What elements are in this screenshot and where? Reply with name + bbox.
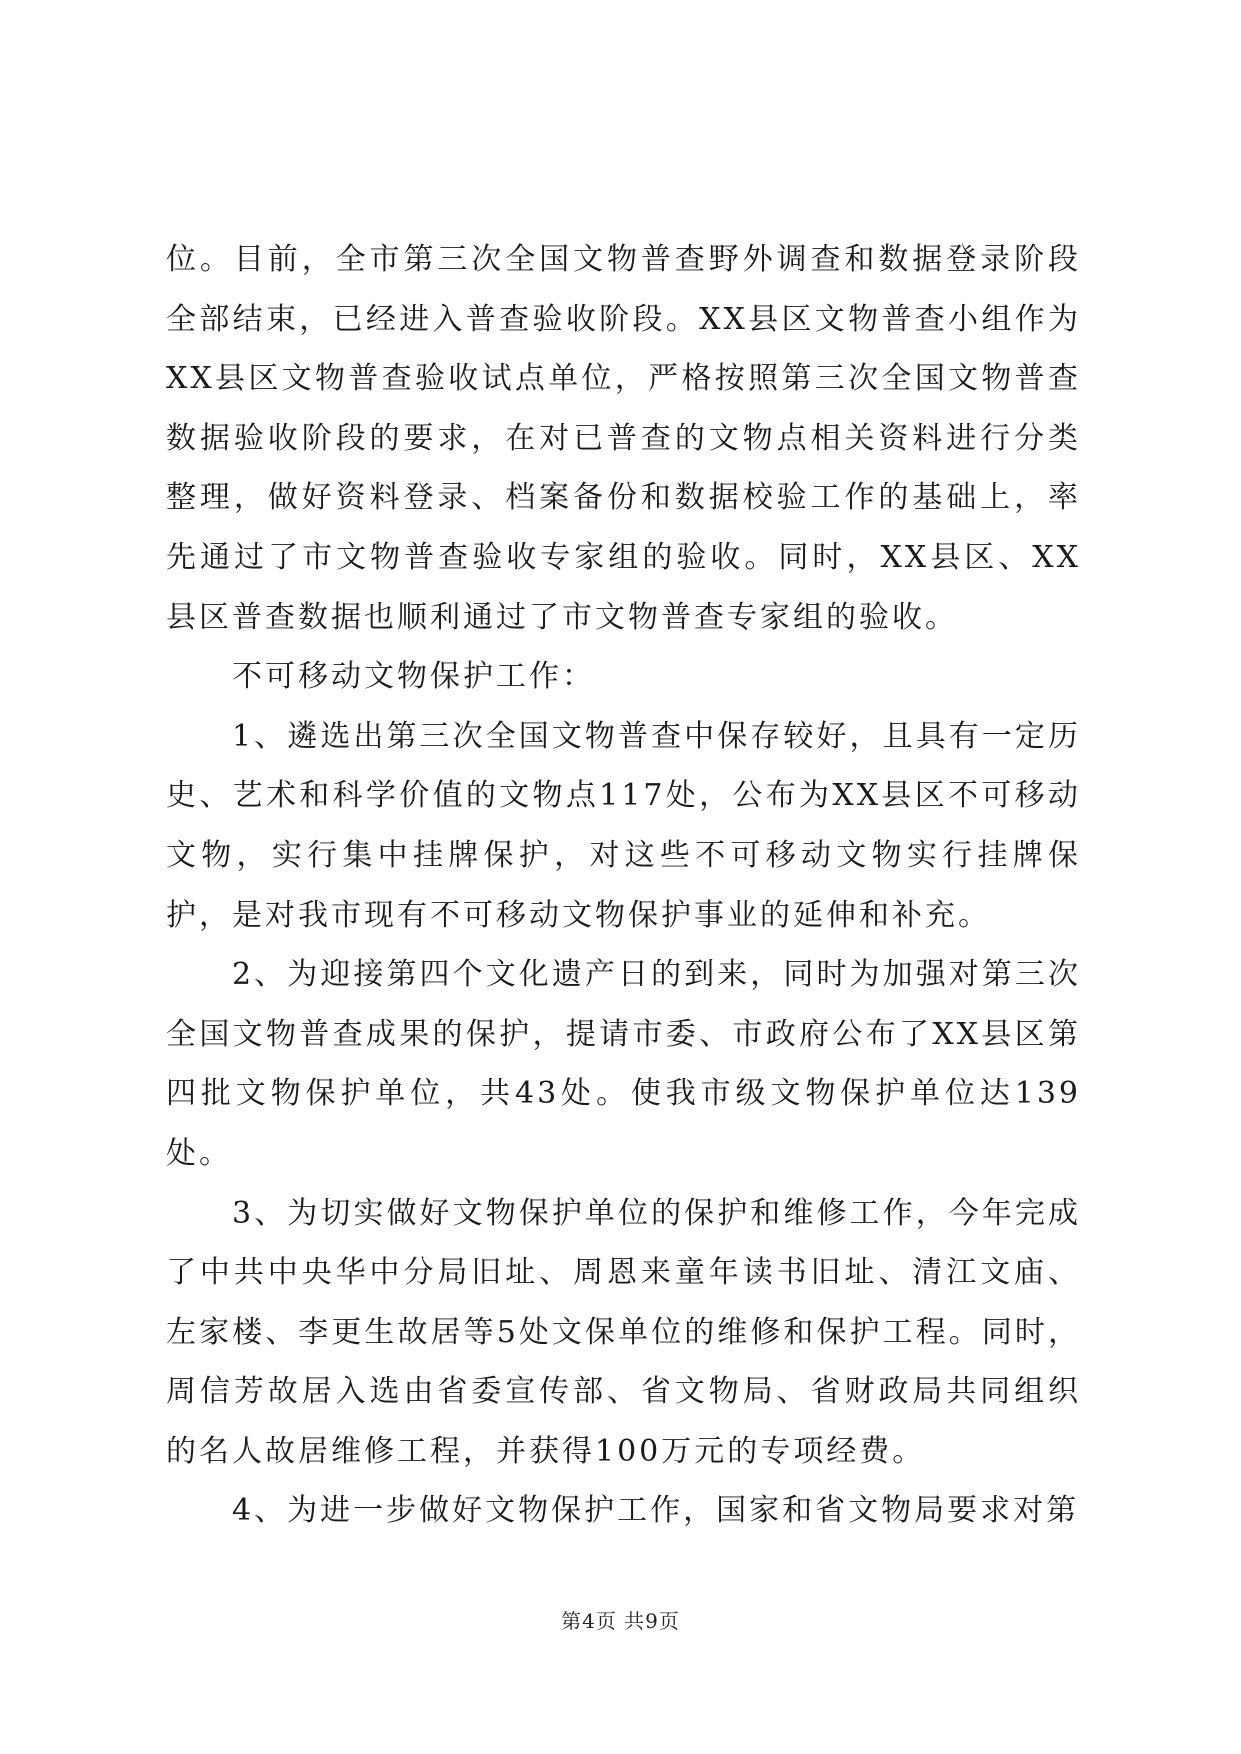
list-item-2: 2、为迎接第四个文化遗产日的到来，同时为加强对第三次全国文物普查成果的保护，提请市委、市政府公布了XX县区第四批文物保护单位，共43处。使我市级文物保护单位达139处。: [166, 957, 1081, 1171]
paragraph-continuation: 位。目前，全市第三次全国文物普查野外调查和数据登录阶段全部结束，已经进入普查验收阶段。XX县区文物普查小组作为XX县区文物普查验收试点单位，严格按照第三次全国文物普查数据验收阶段的要求，在对已普查的文物点相关资料进行分类整理，做好资料登录、档案备份和数据校验工作的基础上，率先通过了市文物普查验收专家组的验收。同时，XX县区、XX县区普查数据也顺利通过了市文物普查专家组的验收。: [166, 242, 1081, 635]
list-item-3: 3、为切实做好文物保护单位的保护和维修工作，今年完成了中共中央华中分局旧址、周恩来童年读书旧址、清江文庙、左家楼、李更生故居等5处文保单位的维修和保护工程。同时，周信芳故居入选由省委宣传部、省文物局、省财政局共同组织的名人故居维修工程，并获得100万元的专项经费。: [166, 1195, 1081, 1469]
document-body: [166, 230, 1081, 1541]
list-item-1: 1、遴选出第三次全国文物普查中保存较好，且具有一定历史、艺术和科学价值的文物点117处，公布为XX县区不可移动文物，实行集中挂牌保护，对这些不可移动文物实行挂牌保护，是对我市现有不可移动文物保护事业的延伸和补充。: [166, 718, 1081, 933]
page-number-footer: 第4页 共9页: [561, 1609, 680, 1633]
list-item-4: 4、为进一步做好文物保护工作，国家和省文物局要求对第: [232, 1493, 1080, 1529]
section-heading: 不可移动文物保护工作：: [232, 659, 595, 695]
